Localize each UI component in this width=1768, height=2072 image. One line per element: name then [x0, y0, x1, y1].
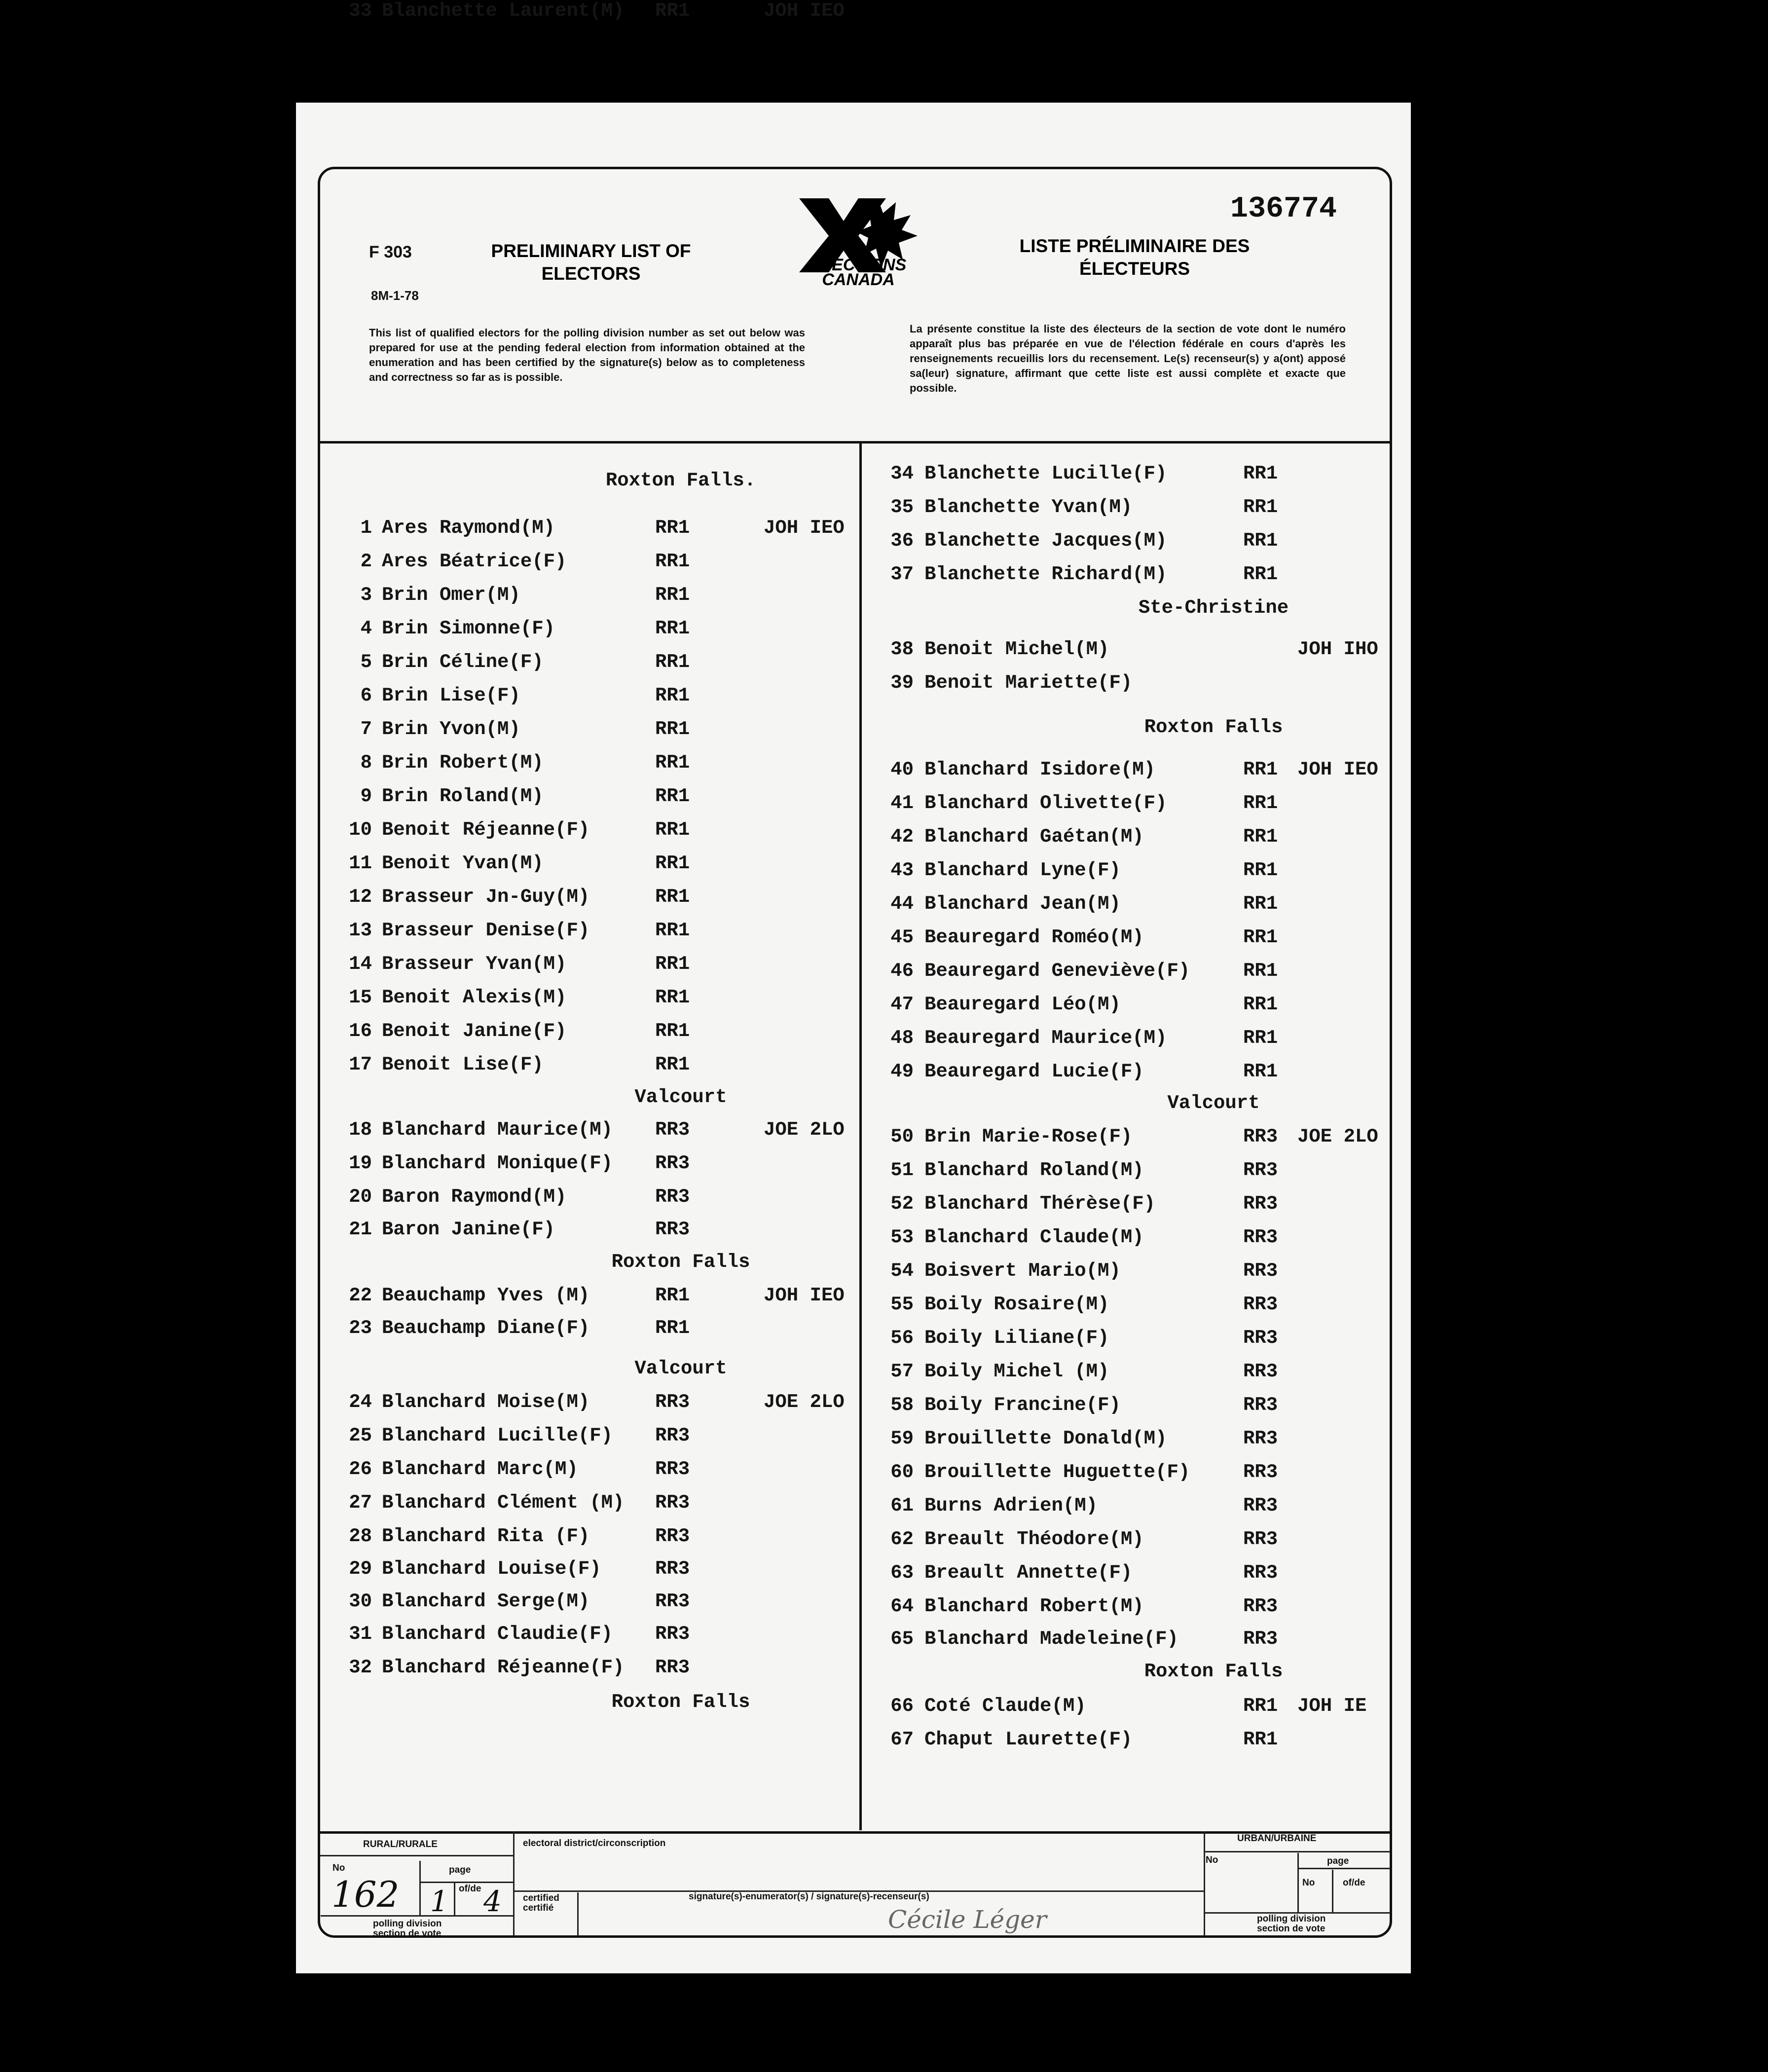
rural-route: RR1 — [655, 752, 690, 774]
elector-name: Benoit Alexis(M) — [382, 987, 567, 1008]
rural-route: RR1 — [655, 1020, 690, 1042]
elector-name: Blanchard Serge(M) — [382, 1591, 590, 1612]
elector-number: 59 — [890, 1428, 914, 1449]
footer-rule — [1332, 1870, 1333, 1912]
rural-route: RR1 — [655, 0, 690, 22]
rural-route: RR1 — [1243, 960, 1278, 982]
rural-route: RR1 — [655, 1054, 690, 1075]
place-heading: Valcourt — [1167, 1092, 1260, 1114]
elector-number: 4 — [360, 618, 372, 639]
elector-number: 21 — [349, 1219, 372, 1240]
elector-number: 15 — [349, 987, 372, 1008]
elector-name: Brasseur Yvan(M) — [382, 953, 567, 975]
elector-name: Blanchard Maurice(M) — [382, 1119, 613, 1141]
rural-route: RR1 — [655, 819, 690, 841]
elector-name: Blanchard Roland(M) — [924, 1159, 1144, 1181]
elector-name: Blanchard Moise(M) — [382, 1391, 590, 1413]
rural-route: RR1 — [1243, 563, 1278, 585]
elector-name: Baron Janine(F) — [382, 1219, 555, 1240]
elector-number: 27 — [349, 1492, 372, 1514]
elector-number: 58 — [890, 1394, 914, 1416]
notice-english: This list of qualified electors for the polling division number as set out below was prepared for use at the pending federal election from information obtained at the enumeration and has been certified by the signature(s) below as to completeness and correctness so far as is possible. — [369, 327, 805, 383]
elector-name: Blanchard Robert(M) — [924, 1595, 1144, 1617]
title-english: PRELIMINARY LIST OF ELECTORS — [491, 241, 691, 284]
postal-code: JOE 2LO — [764, 1391, 845, 1413]
rural-route: RR3 — [1243, 1562, 1278, 1584]
title-french: LISTE PRÉLIMINAIRE DES ÉLECTEURS — [1019, 236, 1250, 279]
form-code: F 303 — [369, 243, 412, 261]
elector-name: Blanchard Claudie(F) — [382, 1623, 613, 1645]
elector-number: 14 — [349, 953, 372, 975]
logo-text: ELECTIONS CANADA — [810, 256, 907, 289]
rural-route: RR1 — [655, 651, 690, 673]
urban-no-label-2: No — [1302, 1878, 1315, 1888]
elector-name: Boily Rosaire(M) — [924, 1294, 1109, 1315]
place-heading: Ste-Christine — [1138, 597, 1289, 619]
elector-name: Benoit Lise(F) — [382, 1054, 544, 1075]
elector-number: 1 — [360, 517, 372, 539]
elector-name: Coté Claude(M) — [924, 1695, 1086, 1717]
elector-name: Brin Omer(M) — [382, 584, 520, 606]
elector-number: 3 — [360, 584, 372, 606]
rural-route: RR1 — [1243, 1027, 1278, 1049]
elector-number: 37 — [890, 563, 914, 585]
elector-number: 33 — [349, 0, 372, 22]
elector-number: 28 — [349, 1525, 372, 1547]
rural-route: RR1 — [1243, 1729, 1278, 1750]
footer-rule — [419, 1882, 513, 1883]
of-label: of/de — [459, 1884, 481, 1894]
elector-number: 43 — [890, 859, 914, 881]
rural-route: RR1 — [655, 785, 690, 807]
elector-name: Blanchette Jacques(M) — [924, 530, 1167, 552]
elector-name: Boily Michel (M) — [924, 1361, 1109, 1382]
elector-number: 22 — [349, 1285, 372, 1306]
elector-number: 49 — [890, 1061, 914, 1082]
rural-route: RR3 — [1243, 1159, 1278, 1181]
rural-route: RR3 — [1243, 1193, 1278, 1215]
elector-number: 51 — [890, 1159, 914, 1181]
postal-code: JOH IEO — [764, 517, 845, 539]
rural-route: RR1 — [655, 551, 690, 572]
elector-name: Blanchard Clément (M) — [382, 1492, 625, 1514]
rural-route: RR3 — [1243, 1126, 1278, 1147]
elector-number: 39 — [890, 672, 914, 694]
rural-route: RR1 — [1243, 926, 1278, 948]
elector-number: 7 — [360, 718, 372, 740]
elector-name: Benoit Mariette(F) — [924, 672, 1133, 694]
place-heading: Roxton Falls — [611, 1691, 750, 1713]
elector-number: 62 — [890, 1528, 914, 1550]
header-divider — [320, 441, 1390, 444]
polling-division-number: 162 — [332, 1874, 400, 1915]
elector-number: 57 — [890, 1361, 914, 1382]
elector-number: 13 — [349, 920, 372, 941]
rural-route: RR3 — [1243, 1226, 1278, 1248]
urban-page-label: page — [1327, 1856, 1349, 1866]
elector-number: 36 — [890, 530, 914, 552]
elector-number: 46 — [890, 960, 914, 982]
notice-french: La présente constitue la liste des électeurs de la section de vote dont le numéro apparaît plus bas préparée en vue de l'élection fédérale en cours d'après les renseignements recueillis lors du recensement. Le(s) recenseur(s) y a(ont) apposé sa(leur) signature, affirmant que cette liste est aussi complète et exacte que possible. — [910, 323, 1346, 394]
footer-rule — [1204, 1831, 1205, 1936]
rural-route: RR1 — [655, 1317, 690, 1339]
elector-number: 6 — [360, 685, 372, 706]
elector-name: Blanchard Rita (F) — [382, 1525, 590, 1547]
elector-name: Burns Adrien(M) — [924, 1495, 1098, 1517]
footer-rule — [513, 1831, 515, 1936]
place-heading: Roxton Falls. — [605, 470, 756, 491]
elector-number: 30 — [349, 1591, 372, 1612]
elector-number: 60 — [890, 1461, 914, 1483]
elector-name: Boily Francine(F) — [924, 1394, 1121, 1416]
elector-number: 42 — [890, 826, 914, 848]
rural-route: RR1 — [1243, 826, 1278, 848]
footer-divider — [320, 1831, 1390, 1834]
elector-number: 53 — [890, 1226, 914, 1248]
print-code: 8M-1-78 — [371, 288, 419, 303]
enumerator-signature: Cécile Léger — [888, 1905, 1047, 1934]
rural-route: RR1 — [1243, 859, 1278, 881]
rural-route: RR3 — [1243, 1428, 1278, 1449]
elector-name: Breault Théodore(M) — [924, 1528, 1144, 1550]
rural-route: RR1 — [655, 685, 690, 706]
elector-name: Beauchamp Diane(F) — [382, 1317, 590, 1339]
elector-name: Brin Lise(F) — [382, 685, 520, 706]
rural-route: RR1 — [655, 920, 690, 941]
postal-code: JOH IE — [1297, 1695, 1367, 1717]
rural-route: RR3 — [655, 1657, 690, 1678]
elector-name: Breault Annette(F) — [924, 1562, 1133, 1584]
elector-name: Benoit Réjeanne(F) — [382, 819, 590, 841]
elector-name: Blanchard Monique(F) — [382, 1152, 613, 1174]
elector-name: Brin Marie-Rose(F) — [924, 1126, 1133, 1147]
rural-route: RR1 — [655, 1285, 690, 1306]
postal-code: JOH IEO — [764, 0, 845, 22]
elector-name: Boily Liliane(F) — [924, 1327, 1109, 1349]
postal-code: JOE 2LO — [764, 1119, 845, 1141]
elector-number: 23 — [349, 1317, 372, 1339]
elector-name: Blanchette Richard(M) — [924, 563, 1167, 585]
elector-number: 32 — [349, 1657, 372, 1678]
elector-number: 50 — [890, 1126, 914, 1147]
place-heading: Valcourt — [634, 1358, 727, 1379]
rural-route: RR3 — [655, 1119, 690, 1141]
page-total: 4 — [483, 1885, 502, 1918]
rural-route: RR3 — [655, 1152, 690, 1174]
elector-number: 2 — [360, 551, 372, 572]
rural-route: RR1 — [655, 584, 690, 606]
rural-route: RR1 — [1243, 759, 1278, 780]
elector-number: 29 — [349, 1558, 372, 1580]
rural-route: RR3 — [1243, 1394, 1278, 1416]
rural-route: RR1 — [1243, 994, 1278, 1015]
elector-number: 34 — [890, 463, 914, 484]
rural-route: RR3 — [655, 1525, 690, 1547]
footer-rule — [1297, 1868, 1390, 1869]
elector-name: Brin Roland(M) — [382, 785, 544, 807]
elector-name: Blanchard Marc(M) — [382, 1458, 578, 1480]
elector-number: 61 — [890, 1495, 914, 1517]
rural-route: RR1 — [1243, 496, 1278, 518]
elector-name: Ares Raymond(M) — [382, 517, 555, 539]
urban-of-label: of/de — [1343, 1878, 1365, 1888]
elector-number: 47 — [890, 994, 914, 1015]
elector-name: Blanchard Claude(M) — [924, 1226, 1144, 1248]
rural-rule — [320, 1855, 513, 1856]
elector-name: Blanchette Yvan(M) — [924, 496, 1133, 518]
footer-rule — [1205, 1851, 1390, 1852]
elector-name: Blanchard Gaétan(M) — [924, 826, 1144, 848]
place-heading: Roxton Falls — [611, 1251, 750, 1273]
rural-route: RR3 — [655, 1186, 690, 1208]
elector-number: 31 — [349, 1623, 372, 1645]
footer-rule — [454, 1882, 455, 1915]
rural-route: RR3 — [1243, 1628, 1278, 1650]
postal-code: JOH IHO — [1297, 638, 1378, 660]
rural-route: RR3 — [655, 1458, 690, 1480]
urban-label: URBAN/URBAINE — [1237, 1833, 1317, 1844]
elector-name: Brouillette Huguette(F) — [924, 1461, 1190, 1483]
elector-number: 44 — [890, 893, 914, 915]
page-number: 1 — [430, 1885, 448, 1918]
rural-label: RURAL/RURALE — [363, 1839, 438, 1850]
rural-route: RR3 — [1243, 1528, 1278, 1550]
elector-name: Brin Robert(M) — [382, 752, 544, 774]
elector-name: Brin Céline(F) — [382, 651, 544, 673]
elector-name: Blanchard Olivette(F) — [924, 792, 1167, 814]
rural-route: RR1 — [1243, 792, 1278, 814]
elector-name: Benoit Yvan(M) — [382, 852, 544, 874]
elector-name: Benoit Michel(M) — [924, 638, 1109, 660]
page-label: page — [449, 1865, 471, 1875]
elector-name: Blanchard Jean(M) — [924, 893, 1121, 915]
footer-rule — [419, 1861, 421, 1915]
elector-name: Beauchamp Yves (M) — [382, 1285, 590, 1306]
elector-name: Beauregard Maurice(M) — [924, 1027, 1167, 1049]
signature-label: signature(s)-enumerator(s) / signature(s)-recenseur(s) — [689, 1891, 929, 1902]
elections-canada-logo — [784, 195, 932, 299]
rural-route: RR3 — [1243, 1461, 1278, 1483]
elector-number: 9 — [360, 785, 372, 807]
elector-name: Beauregard Geneviève(F) — [924, 960, 1190, 982]
elector-number: 26 — [349, 1458, 372, 1480]
elector-number: 35 — [890, 496, 914, 518]
rural-route: RR1 — [655, 987, 690, 1008]
rural-route: RR1 — [1243, 530, 1278, 552]
elector-name: Brasseur Jn-Guy(M) — [382, 886, 590, 908]
rural-route: RR3 — [1243, 1495, 1278, 1517]
rural-route: RR3 — [655, 1623, 690, 1645]
rural-route: RR3 — [1243, 1361, 1278, 1382]
elector-name: Brin Yvon(M) — [382, 718, 520, 740]
elector-number: 11 — [349, 852, 372, 874]
elector-number: 12 — [349, 886, 372, 908]
elector-name: Baron Raymond(M) — [382, 1186, 567, 1208]
elector-name: Chaput Laurette(F) — [924, 1729, 1133, 1750]
elector-name: Brouillette Donald(M) — [924, 1428, 1167, 1449]
column-divider — [859, 443, 862, 1830]
elector-number: 10 — [349, 819, 372, 841]
elector-name: Blanchard Louise(F) — [382, 1558, 601, 1580]
rural-route: RR3 — [655, 1391, 690, 1413]
rural-route: RR3 — [1243, 1327, 1278, 1349]
elector-name: Blanchard Isidore(M) — [924, 759, 1156, 780]
elector-name: Blanchette Laurent(M) — [382, 0, 625, 22]
elector-number: 41 — [890, 792, 914, 814]
rural-route: RR1 — [655, 618, 690, 639]
postal-code: JOH IEO — [1297, 759, 1378, 780]
elector-number: 17 — [349, 1054, 372, 1075]
rural-route: RR1 — [655, 852, 690, 874]
elector-name: Blanchard Thérèse(F) — [924, 1193, 1156, 1215]
elector-number: 65 — [890, 1628, 914, 1650]
elector-name: Boisvert Mario(M) — [924, 1260, 1121, 1282]
elector-name: Blanchette Lucille(F) — [924, 463, 1167, 484]
elector-number: 54 — [890, 1260, 914, 1282]
rural-route: RR1 — [1243, 463, 1278, 484]
elector-name: Blanchard Madeleine(F) — [924, 1628, 1179, 1650]
elector-number: 52 — [890, 1193, 914, 1215]
rural-route: RR1 — [655, 517, 690, 539]
elector-name: Beauregard Roméo(M) — [924, 926, 1144, 948]
certified-label: certified certifié — [523, 1893, 559, 1913]
rural-route: RR1 — [1243, 893, 1278, 915]
elector-number: 38 — [890, 638, 914, 660]
elector-number: 19 — [349, 1152, 372, 1174]
rural-route: RR3 — [655, 1425, 690, 1446]
place-heading: Valcourt — [634, 1086, 727, 1108]
rural-route: RR3 — [655, 1591, 690, 1612]
polling-no-label: No — [332, 1863, 345, 1873]
rural-route: RR3 — [1243, 1294, 1278, 1315]
elector-name: Blanchard Lyne(F) — [924, 859, 1121, 881]
rural-route: RR1 — [1243, 1061, 1278, 1082]
elector-number: 56 — [890, 1327, 914, 1349]
place-heading: Roxton Falls — [1144, 1661, 1283, 1682]
elector-name: Beauregard Lucie(F) — [924, 1061, 1144, 1082]
elector-number: 66 — [890, 1695, 914, 1717]
elector-name: Blanchard Lucille(F) — [382, 1425, 613, 1446]
elector-number: 64 — [890, 1595, 914, 1617]
elector-number: 18 — [349, 1119, 372, 1141]
polling-division-label: polling division section de vote — [373, 1919, 442, 1939]
elector-number: 63 — [890, 1562, 914, 1584]
urban-no-label: No — [1206, 1855, 1218, 1865]
elector-number: 40 — [890, 759, 914, 780]
elector-number: 16 — [349, 1020, 372, 1042]
rural-route: RR3 — [1243, 1595, 1278, 1617]
elector-number: 48 — [890, 1027, 914, 1049]
rural-route: RR1 — [1243, 1695, 1278, 1717]
elector-number: 8 — [360, 752, 372, 774]
elector-number: 20 — [349, 1186, 372, 1208]
footer-rule — [577, 1892, 579, 1936]
elector-name: Brasseur Denise(F) — [382, 920, 590, 941]
elector-number: 5 — [360, 651, 372, 673]
elector-number: 25 — [349, 1425, 372, 1446]
elector-name: Brin Simonne(F) — [382, 618, 555, 639]
footer-rule — [1297, 1853, 1299, 1912]
elector-name: Beauregard Léo(M) — [924, 994, 1121, 1015]
rural-route: RR3 — [655, 1219, 690, 1240]
elector-name: Benoit Janine(F) — [382, 1020, 567, 1042]
elector-number: 45 — [890, 926, 914, 948]
rural-route: RR3 — [1243, 1260, 1278, 1282]
electoral-district-label: electoral district/circonscription — [523, 1838, 666, 1849]
elector-number: 55 — [890, 1294, 914, 1315]
postal-code: JOH IEO — [764, 1285, 845, 1306]
elector-number: 24 — [349, 1391, 372, 1413]
elector-number: 67 — [890, 1729, 914, 1750]
elector-name: Ares Béatrice(F) — [382, 551, 567, 572]
rural-route: RR3 — [655, 1558, 690, 1580]
place-heading: Roxton Falls — [1144, 716, 1283, 738]
rural-route: RR1 — [655, 886, 690, 908]
rural-route: RR1 — [655, 953, 690, 975]
urban-polling-label: polling division section de vote — [1257, 1914, 1326, 1934]
serial-number: 136774 — [1230, 192, 1337, 226]
rural-route: RR3 — [655, 1492, 690, 1514]
postal-code: JOE 2LO — [1297, 1126, 1378, 1147]
rural-route: RR1 — [655, 718, 690, 740]
elector-name: Blanchard Réjeanne(F) — [382, 1657, 625, 1678]
